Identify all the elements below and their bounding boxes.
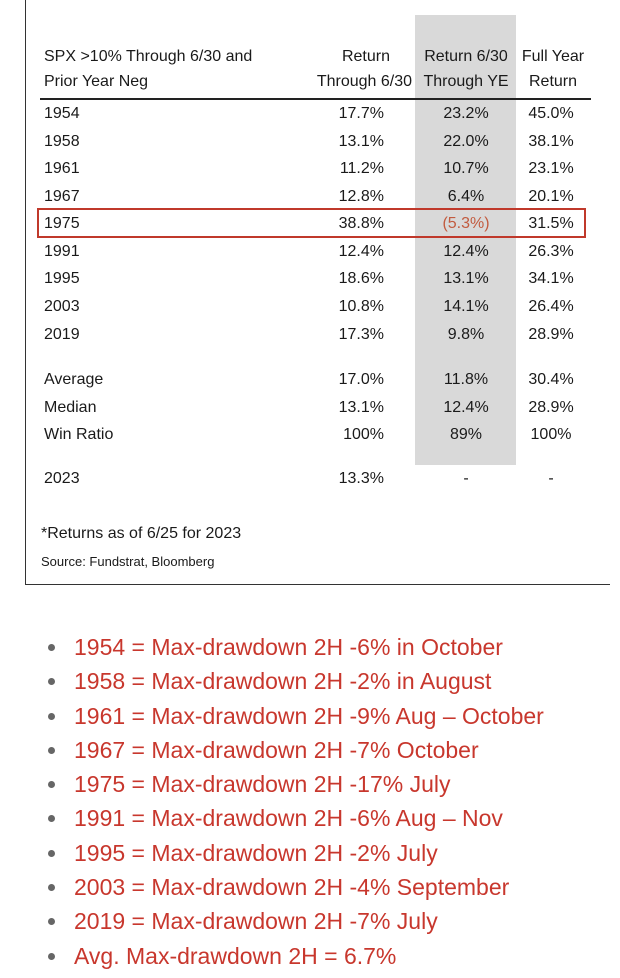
bullet-text: 1954 = Max-drawdown 2H -6% in October	[74, 634, 503, 660]
row-label: 2003	[44, 298, 80, 315]
footnote: *Returns as of 6/25 for 2023	[41, 525, 242, 542]
drawdown-bullet-item	[48, 904, 544, 938]
header-col3-line2: Through YE	[423, 73, 509, 90]
bullet-dot-icon	[48, 644, 55, 651]
bullet-text: 1958 = Max-drawdown 2H -2% in August	[74, 668, 492, 695]
bullet-text: 2019 = Max-drawdown 2H -7% July	[74, 908, 438, 935]
bullet-dot-icon	[48, 781, 55, 788]
row-label: 1958	[44, 133, 80, 150]
drawdown-bullet-item	[48, 664, 544, 698]
drawdown-bullet-item	[48, 733, 544, 767]
full-year-return: 31.5%	[528, 215, 574, 232]
return-through-630: 10.8%	[338, 298, 384, 315]
row-label: 1991	[44, 243, 80, 260]
bullet-text: 2003 = Max-drawdown 2H -4% September	[74, 874, 510, 901]
header-col2-line2: Through 6/30	[316, 73, 412, 90]
row-label: 2019	[44, 326, 80, 343]
row-label: 1967	[44, 188, 80, 205]
return-630-through-ye: -	[463, 470, 469, 487]
drawdown-bullet-item	[48, 767, 544, 801]
header-rule	[40, 98, 591, 100]
return-630-through-ye: 13.1%	[443, 270, 489, 287]
return-through-630: 100%	[343, 426, 384, 443]
drawdown-bullet-item	[48, 836, 544, 870]
return-through-630: 13.1%	[338, 399, 384, 416]
drawdown-bullet-item	[48, 630, 544, 664]
source-note: Source: Fundstrat, Bloomberg	[41, 554, 215, 569]
row-label: Win Ratio	[44, 426, 114, 443]
bullet-text: 1961 = Max-drawdown 2H -9% Aug – October	[74, 702, 544, 729]
full-year-return: 28.9%	[528, 326, 574, 343]
bullet-dot-icon	[48, 747, 55, 754]
bullet-dot-icon	[48, 713, 55, 720]
bullet-dot-icon	[48, 678, 55, 685]
bullet-dot-icon	[48, 953, 55, 960]
row-label: 1954	[44, 105, 80, 122]
return-through-630: 17.0%	[338, 371, 384, 388]
full-year-return: 100%	[530, 426, 572, 443]
row-label: 1961	[44, 160, 80, 177]
return-630-through-ye: 89%	[449, 426, 483, 443]
drawdown-bullet-item	[48, 801, 544, 835]
bullet-dot-icon	[48, 918, 55, 925]
header-col4-line1: Full Year	[521, 48, 585, 65]
header-col4	[518, 44, 588, 94]
return-630-through-ye: 6.4%	[447, 188, 485, 205]
full-year-return: 28.9%	[528, 399, 574, 416]
return-630-through-ye: (5.3%)	[442, 215, 490, 232]
drawdown-bullet-item	[48, 699, 544, 733]
return-630-through-ye: 11.8%	[443, 371, 489, 388]
return-630-through-ye: 10.7%	[443, 160, 489, 177]
header-col3-line1: Return 6/30	[424, 48, 508, 65]
header-col1	[44, 44, 252, 94]
full-year-return: 30.4%	[528, 371, 574, 388]
return-through-630: 17.3%	[338, 326, 384, 343]
return-630-through-ye: 23.2%	[443, 105, 489, 122]
full-year-return: 26.4%	[528, 298, 574, 315]
drawdown-bullet-item	[48, 939, 544, 973]
bullet-dot-icon	[48, 850, 55, 857]
bullet-text: 1995 = Max-drawdown 2H -2% July	[74, 839, 438, 866]
return-through-630: 13.3%	[338, 470, 384, 487]
row-label: Median	[44, 399, 97, 416]
full-year-return: 20.1%	[528, 188, 574, 205]
row-label: 1995	[44, 270, 80, 287]
return-through-630: 12.8%	[338, 188, 384, 205]
return-through-630: 17.7%	[338, 105, 384, 122]
drawdown-bullet-list	[48, 630, 544, 973]
full-year-return: 26.3%	[528, 243, 574, 260]
full-year-return: 34.1%	[528, 270, 574, 287]
highlight-box-1975	[37, 208, 586, 238]
header-col1-line1: SPX >10% Through 6/30 and	[44, 48, 253, 65]
bullet-dot-icon	[48, 884, 55, 891]
row-label: 1975	[44, 215, 80, 232]
return-630-through-ye: 22.0%	[443, 133, 489, 150]
header-col2	[304, 44, 412, 94]
bullet-text: Avg. Max-drawdown 2H = 6.7%	[74, 942, 397, 969]
row-label: 2023	[44, 470, 80, 487]
bullet-text: 1991 = Max-drawdown 2H -6% Aug – Nov	[74, 805, 503, 832]
return-through-630: 38.8%	[338, 215, 384, 232]
header-col2-line1: Return	[341, 48, 390, 65]
return-through-630: 13.1%	[338, 133, 384, 150]
bullet-text: 1967 = Max-drawdown 2H -7% October	[74, 736, 479, 763]
header-col3	[416, 44, 516, 94]
return-630-through-ye: 12.4%	[443, 399, 489, 416]
bullet-text: 1975 = Max-drawdown 2H -17% July	[74, 771, 451, 798]
return-through-630: 12.4%	[338, 243, 384, 260]
full-year-return: 23.1%	[528, 160, 574, 177]
return-630-through-ye: 14.1%	[443, 298, 489, 315]
return-630-through-ye: 9.8%	[447, 326, 485, 343]
row-label: Average	[44, 371, 104, 388]
bullet-dot-icon	[48, 815, 55, 822]
header-col4-line2: Return	[528, 73, 578, 90]
drawdown-bullet-item	[48, 870, 544, 904]
return-630-through-ye: 12.4%	[443, 243, 489, 260]
return-through-630: 18.6%	[338, 270, 384, 287]
full-year-return: -	[548, 470, 554, 487]
header-col1-line2: Prior Year Neg	[44, 73, 149, 90]
full-year-return: 45.0%	[528, 105, 574, 122]
return-through-630: 11.2%	[339, 160, 384, 177]
full-year-return: 38.1%	[528, 133, 574, 150]
